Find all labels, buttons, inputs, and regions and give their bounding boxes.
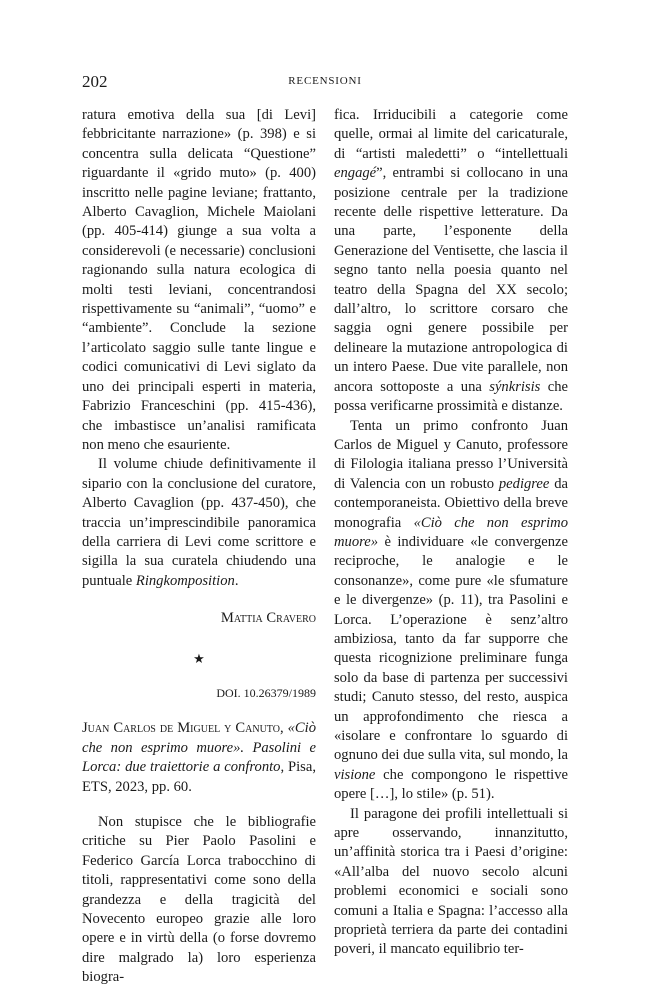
paragraph: Non stupisce che le bibliografie critiche su Pier Paolo Pasolini e Federico García Lorca trabocchino di titoli, rappresentativi come sono della grandezza e della tragicità del Novecento europeo grazie alle loro opere e in virtù della (o forse dovremo dire malgrado la) loro esperienza biogra-: [82, 814, 316, 986]
paragraph-text: .: [234, 572, 239, 589]
page-number: 202: [82, 72, 108, 91]
italic-term: «Ciò che non esprimo muore»: [334, 514, 568, 550]
left-column: [82, 106, 316, 988]
paragraph-text: fica. Irriducibili a categorie come quelle, ormai al limite del caricaturale, di “artisti maledetti” o “intellettuali: [334, 107, 568, 162]
italic-term: sýnkrisis: [489, 378, 541, 395]
paragraph: [334, 417, 568, 805]
paragraph: [334, 106, 568, 417]
paragraph: Il paragone dei profili intellettuali si apre osservando, innanzitutto, un’affinità storica tra i Paesi d’origine: «All’alba del nuovo secolo alcuni problemi economici e sociali sono comuni a Italia e Spagna: l’accesso alla proprietà terriera da parte dei contadini poveri, il mancato equilibrio ter-: [334, 805, 568, 958]
paragraph-text: è individuare «le convergenze reciproche, le analogie e le consonanze», come pure «le sfumature e le divergenze» (p. 11), tra Pasolini e Lorca. L’operazione è senz’altro ambiziosa, tanto da far supporre che questa ricognizione preliminare funga solo da base di partenza per successivi studi; Canuto stesso, del resto, auspica un approfondimento che riesca a «isolare e confrontare lo sguardo di ognuno dei due sulla vita, sul mondo, la: [334, 533, 568, 764]
paragraph-text: che possa verificarne prossimità e distanze.: [334, 378, 569, 415]
paragraph-text: ratura emotiva della sua [di Levi] febbricitante narrazione» (p. 398) e si concentra sulla delicata “Questione” riguardante il «grido muto» (p. 400) inscritto nelle pagine leviane; frattanto, Alberto Cavaglion: [82, 107, 316, 221]
right-column: [334, 106, 568, 960]
paragraph-text: da contemporaneista. Obiettivo della breve monografia: [334, 475, 568, 531]
reference-author: Juan Carlos de Miguel y Canuto: [82, 720, 280, 737]
bibliographic-reference: Juan Carlos de Miguel y Canuto, «Ciò che non esprimo muore». Pasolini e Lorca: due traiettorie a confronto, Pisa, ETS, 2023, pp. 60.: [82, 720, 317, 795]
reference-details: , Pisa, ETS, 2023, pp. 60.: [82, 759, 316, 795]
paragraph-text: Michele Maiolani (pp. 405-414) giunge a sua volta a considerevoli (e necessarie) conclusioni ragionando sulla natura ecologica di molti testi leviani, concentrandosi rispettivamente su “animali”, “uomo” e “ambiente”. Conclude la sezione l’articolato saggio sulle tante lingue e codici comunicativi di Levi siglato da uno dei principali esperti in materia, Fabrizio Franceschini (pp. 415-436), che imbastisce un’analisi ramificata non meno che esauriente.: [82, 204, 317, 453]
page-header: [82, 72, 568, 96]
reference-title: «Ciò che non esprimo muore». Pasolini e Lorca: due traiettorie a confronto: [82, 720, 317, 776]
italic-term: engagé: [334, 165, 377, 182]
italic-term: visione: [334, 766, 376, 783]
paragraph-text: Tenta un primo confronto Juan Carlos de Miguel y Canuto, professore di Filologia italiana presso l’Università di Valencia con un robusto: [334, 417, 568, 492]
paragraph: ratura emotiva della sua [di Levi] febbricitante narrazione» (p. 398) e si concentra sulla delicata “Questione” riguardante il «grido muto» (p. 400) inscritto nelle pagine leviane; frattanto, Alberto Cavaglion, Michele Maiolani (pp. 405-414) giunge a sua volta a considerevoli (e necessarie) conclusioni ragionando sulla natura ecologica di molti testi leviani, concentrandosi rispettivamente su “animali”, “uomo” e “ambiente”. Conclude la sezione l’articolato saggio sulle tante lingue e codici comunicativi di Levi siglato da uno dei principali esperti in materia, Fabrizio Franceschini (pp. 415-436), che imbastisce un’analisi ramificata non meno che esauriente.: [82, 107, 317, 453]
paragraph-text: ”, entrambi si collocano in una posizione centrale per la tradizione recente delle rispettive letterature. Da una parte, l’esponente della Generazione del Ventisette, che lascia il segno tanto nella poesia quanto nel teatro della Spagna del XX secolo; dall’altro, lo scrittore corsaro che saggia ogni genere possibile per delineare la mutazione antropologica di un intero Paese. Due vite parallele, non ancora sottoposte a una: [334, 165, 568, 395]
doi-label: DOI. 10.26379/1989: [216, 685, 316, 700]
paragraph: [82, 455, 316, 591]
paragraph-text: che compongono le rispettive opere […], lo stile» (p. 51).: [334, 766, 568, 803]
italic-term: Ringkomposition: [135, 572, 235, 589]
review-author-signature: Mattia Cravero: [220, 610, 316, 627]
paragraph-text: Il volume chiude definitivamente il sipario con la conclusione del curatore, Alberto Cavaglion (pp. 437-450), che traccia un’imprescindibile panoramica della carriera di Levi come scrittore e sigilla la sua curatela chiudendo una puntuale: [82, 456, 316, 589]
section-separator: ★: [193, 650, 205, 666]
running-title: RECENSIONI: [288, 75, 362, 87]
italic-term: pedigree: [498, 475, 550, 492]
